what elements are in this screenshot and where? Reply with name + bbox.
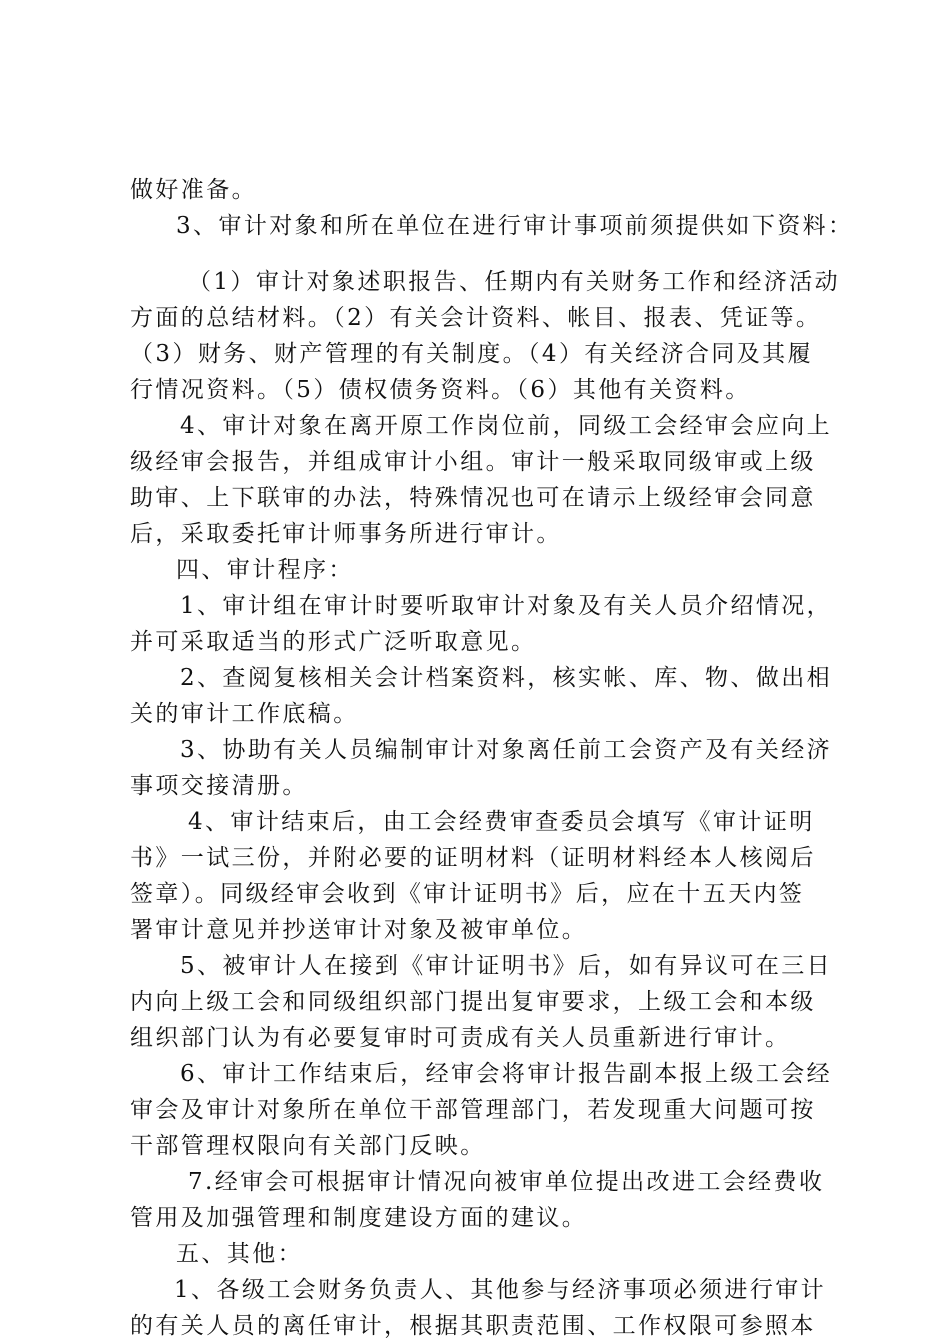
text-line: 并可采取适当的形式广泛听取意见。 [130, 629, 537, 655]
text-line: 级经审会报告，并组成审计小组。审计一般采取同级审或上级 [130, 449, 816, 475]
text-line: 后，采取委托审计师事务所进行审计。 [130, 521, 562, 547]
text-line: 审会及审计对象所在单位干部管理部门，若发现重大问题可按 [130, 1097, 816, 1123]
text-line: 内向上级工会和同级组织部门提出复审要求，上级工会和本级 [130, 989, 816, 1015]
text-line: 4、审计对象在离开原工作岗位前，同级工会经审会应向上 [180, 413, 833, 439]
text-line: 1、审计组在审计时要听取审计对象及有关人员介绍情况， [180, 593, 833, 619]
text-line: 6、审计工作结束后，经审会将审计报告副本报上级工会经 [180, 1061, 833, 1087]
text-line: 助审、上下联审的办法，特殊情况也可在请示上级经审会同意 [130, 485, 816, 511]
text-line: 书》一试三份，并附必要的证明材料（证明材料经本人核阅后 [130, 845, 816, 871]
text-line: 做好准备。 [130, 177, 257, 203]
text-line: 1、各级工会财务负责人、其他参与经济事项必须进行审计 [174, 1277, 827, 1303]
paragraph-gap [130, 244, 830, 264]
section-heading: 四、审计程序： [176, 557, 354, 583]
section-heading: 五、其他： [176, 1241, 303, 1267]
text-line: 2、查阅复核相关会计档案资料，核实帐、库、物、做出相 [180, 665, 833, 691]
text-line: 方面的总结材料。（2）有关会计资料、帐目、报表、凭证等。 [130, 305, 822, 331]
text-line: 组织部门认为有必要复审时可责成有关人员重新进行审计。 [130, 1025, 791, 1051]
text-line: 4、审计结束后，由工会经费审查委员会填写《审计证明 [188, 809, 815, 835]
text-line: 5、被审计人在接到《审计证明书》后，如有异议可在三日 [180, 953, 833, 979]
text-line: 事项交接清册。 [130, 773, 308, 799]
text-line: 3、协助有关人员编制审计对象离任前工会资产及有关经济 [180, 737, 833, 763]
text-line: （3）财务、财产管理的有关制度。（4）有关经济合同及其履 [130, 341, 813, 367]
text-line: 署审计意见并抄送审计对象及被审单位。 [130, 917, 588, 943]
text-line: 关的审计工作底稿。 [130, 701, 359, 727]
text-line: 3、审计对象和所在单位在进行审计事项前须提供如下资料： [176, 213, 854, 239]
text-line: 管用及加强管理和制度建设方面的建议。 [130, 1205, 588, 1231]
text-line: 签章）。同级经审会收到《审计证明书》后，应在十五天内签 [130, 881, 805, 907]
text-line: 的有关人员的离任审计，根据其职责范围、工作权限可参照本 [130, 1313, 816, 1339]
document-body [130, 172, 854, 1344]
text-line: 干部管理权限向有关部门反映。 [130, 1133, 486, 1159]
text-line: （1）审计对象述职报告、任期内有关财务工作和经济活动 [188, 269, 841, 295]
text-line: 7.经审会可根据审计情况向被审单位提出改进工会经费收 [188, 1169, 825, 1195]
text-line: 行情况资料。（5）债权债务资料。（6）其他有关资料。 [130, 377, 751, 403]
